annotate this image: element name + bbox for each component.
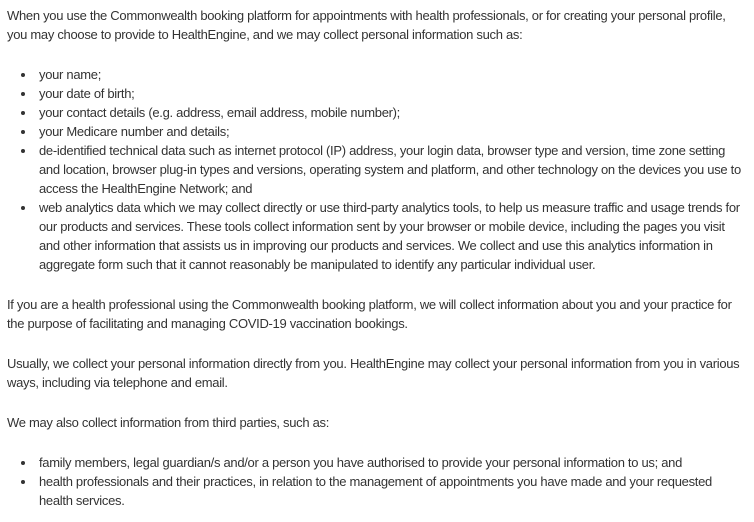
collection-method-paragraph: Usually, we collect your personal information directly from you. HealthEngine may collect your personal information from you in various ways, including via telephone and email.	[7, 356, 740, 390]
health-professional-paragraph: If you are a health professional using the Commonwealth booking platform, we will collect information about you and your practice for the purpose of facilitating and managing COVID-19 vaccination bookings.	[7, 297, 732, 331]
list-item-health-professionals: • health professionals and their practices, in relation to the management of appointments you have made and your requested health services.	[36, 472, 747, 510]
intro-paragraph: When you use the Commonwealth booking platform for appointments with health professionals, or for creating your personal profile, you may choose to provide to HealthEngine, and we may collect personal information such as:	[7, 8, 726, 42]
list-item-name: • your name;	[36, 65, 747, 84]
list-item-contact-details: • your contact details (e.g. address, email address, mobile number);	[36, 103, 747, 122]
list-item-date-of-birth: • your date of birth;	[36, 84, 747, 103]
third-parties-list	[7, 453, 747, 510]
list-item-technical-data: • de-identified technical data such as internet protocol (IP) address, your login data, browser type and version, time zone setting and location, browser plug-in types and versions, operating system and platform, and other technology on the devices you use to access the HealthEngine Network; and	[36, 141, 747, 198]
third-parties-intro-paragraph: We may also collect information from third parties, such as:	[7, 415, 330, 430]
personal-info-list	[7, 65, 747, 274]
list-item-medicare: • your Medicare number and details;	[36, 122, 747, 141]
list-item-family-members: • family members, legal guardian/s and/or a person you have authorised to provide your personal information to us; and	[36, 453, 747, 472]
list-item-web-analytics: • web analytics data which we may collect directly or use third-party analytics tools, to help us measure traffic and usage trends for our products and services. These tools collect information sent by your browser or mobile device, including the pages you visit and other information that assists us in improving our products and services. We collect and use this analytics information in aggregate form such that it cannot reasonably be manipulated to identify any particular individual user.	[36, 198, 747, 274]
